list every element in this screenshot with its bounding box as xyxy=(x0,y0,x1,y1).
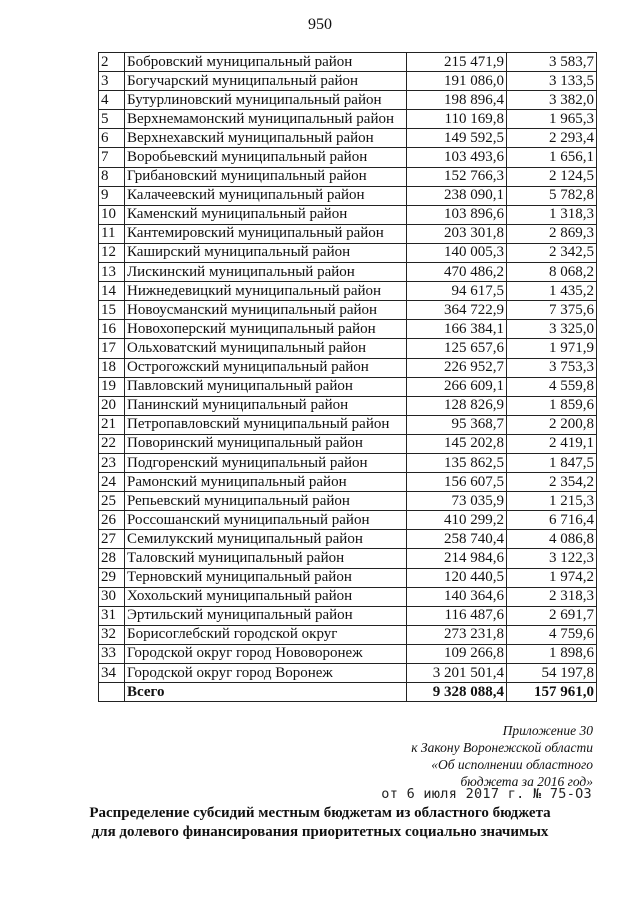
table-row xyxy=(99,282,597,301)
amount-total: 156 607,5 xyxy=(407,473,507,492)
row-number: 8 xyxy=(99,167,125,186)
municipality-name: Павловский муниципальный район xyxy=(125,377,407,396)
row-number: 27 xyxy=(99,530,125,549)
row-number: 33 xyxy=(99,644,125,663)
amount-total: 95 368,7 xyxy=(407,415,507,434)
appendix-line-1: Приложение 30 xyxy=(502,723,593,738)
row-number: 22 xyxy=(99,434,125,453)
table-row xyxy=(99,396,597,415)
row-number: 14 xyxy=(99,282,125,301)
amount-subsidy: 2 124,5 xyxy=(507,167,597,186)
municipality-name: Россошанский муниципальный район xyxy=(125,511,407,530)
law-date-stamp: от 6 июля 2017 г. № 75-ОЗ xyxy=(381,786,592,802)
municipality-name: Ольховатский муниципальный район xyxy=(125,339,407,358)
municipality-name: Всего xyxy=(125,683,407,702)
table-row xyxy=(99,587,597,606)
table-row xyxy=(99,473,597,492)
amount-total: 120 440,5 xyxy=(407,568,507,587)
municipality-name: Воробьевский муниципальный район xyxy=(125,148,407,167)
amount-subsidy: 2 200,8 xyxy=(507,415,597,434)
row-number: 7 xyxy=(99,148,125,167)
amount-subsidy: 1 974,2 xyxy=(507,568,597,587)
amount-subsidy: 3 122,3 xyxy=(507,549,597,568)
municipality-name: Таловский муниципальный район xyxy=(125,549,407,568)
amount-subsidy: 1 859,6 xyxy=(507,396,597,415)
table-body xyxy=(99,53,597,702)
subsidy-table xyxy=(98,52,597,702)
municipality-name: Каширский муниципальный район xyxy=(125,243,407,262)
amount-total: 103 896,6 xyxy=(407,205,507,224)
municipality-name: Городской округ город Нововоронеж xyxy=(125,644,407,663)
table-row xyxy=(99,72,597,91)
amount-subsidy: 2 354,2 xyxy=(507,473,597,492)
table-row xyxy=(99,568,597,587)
amount-subsidy: 3 583,7 xyxy=(507,53,597,72)
amount-subsidy: 4 559,8 xyxy=(507,377,597,396)
row-number: 29 xyxy=(99,568,125,587)
amount-subsidy: 1 435,2 xyxy=(507,282,597,301)
table-row xyxy=(99,530,597,549)
amount-subsidy: 4 759,6 xyxy=(507,625,597,644)
table-row xyxy=(99,415,597,434)
amount-total: 135 862,5 xyxy=(407,453,507,472)
amount-total: 140 364,6 xyxy=(407,587,507,606)
row-number xyxy=(99,683,125,702)
amount-subsidy: 1 215,3 xyxy=(507,492,597,511)
table-row xyxy=(99,110,597,129)
amount-total: 73 035,9 xyxy=(407,492,507,511)
table-row xyxy=(99,644,597,663)
municipality-name: Петропавловский муниципальный район xyxy=(125,415,407,434)
section-title-line-1: Распределение субсидий местным бюджетам из областного бюджета xyxy=(89,805,551,821)
amount-total: 215 471,9 xyxy=(407,53,507,72)
amount-total: 203 301,8 xyxy=(407,224,507,243)
municipality-name: Бобровский муниципальный район xyxy=(125,53,407,72)
municipality-name: Острогожский муниципальный район xyxy=(125,358,407,377)
row-number: 4 xyxy=(99,91,125,110)
appendix-line-4: бюджета за 2016 год» xyxy=(460,774,593,789)
municipality-name: Хохольский муниципальный район xyxy=(125,587,407,606)
row-number: 19 xyxy=(99,377,125,396)
table-row xyxy=(99,453,597,472)
municipality-name: Подгоренский муниципальный район xyxy=(125,453,407,472)
amount-subsidy: 7 375,6 xyxy=(507,301,597,320)
table-row xyxy=(99,339,597,358)
amount-subsidy: 8 068,2 xyxy=(507,263,597,282)
amount-total: 226 952,7 xyxy=(407,358,507,377)
amount-subsidy: 1 971,9 xyxy=(507,339,597,358)
amount-subsidy: 5 782,8 xyxy=(507,186,597,205)
amount-total: 110 169,8 xyxy=(407,110,507,129)
table-row xyxy=(99,606,597,625)
table-row xyxy=(99,53,597,72)
municipality-name: Нижнедевицкий муниципальный район xyxy=(125,282,407,301)
row-number: 17 xyxy=(99,339,125,358)
row-number: 18 xyxy=(99,358,125,377)
table-row xyxy=(99,243,597,262)
amount-total: 94 617,5 xyxy=(407,282,507,301)
row-number: 20 xyxy=(99,396,125,415)
table-row xyxy=(99,377,597,396)
amount-total: 3 201 501,4 xyxy=(407,664,507,683)
row-number: 11 xyxy=(99,224,125,243)
amount-total: 140 005,3 xyxy=(407,243,507,262)
amount-total: 149 592,5 xyxy=(407,129,507,148)
municipality-name: Поворинский муниципальный район xyxy=(125,434,407,453)
amount-subsidy: 1 656,1 xyxy=(507,148,597,167)
appendix-line-3: «Об исполнении областного xyxy=(431,757,593,772)
table-row xyxy=(99,549,597,568)
table-row xyxy=(99,664,597,683)
municipality-name: Новохоперский муниципальный район xyxy=(125,320,407,339)
amount-total: 128 826,9 xyxy=(407,396,507,415)
amount-total: 109 266,8 xyxy=(407,644,507,663)
municipality-name: Каменский муниципальный район xyxy=(125,205,407,224)
amount-total: 214 984,6 xyxy=(407,549,507,568)
row-number: 34 xyxy=(99,664,125,683)
amount-total: 273 231,8 xyxy=(407,625,507,644)
row-number: 3 xyxy=(99,72,125,91)
row-number: 2 xyxy=(99,53,125,72)
municipality-name: Борисоглебский городской округ xyxy=(125,625,407,644)
municipality-name: Рамонский муниципальный район xyxy=(125,473,407,492)
row-number: 6 xyxy=(99,129,125,148)
municipality-name: Калачеевский муниципальный район xyxy=(125,186,407,205)
amount-total: 152 766,3 xyxy=(407,167,507,186)
municipality-name: Лискинский муниципальный район xyxy=(125,263,407,282)
table-row xyxy=(99,148,597,167)
row-number: 32 xyxy=(99,625,125,644)
row-number: 21 xyxy=(99,415,125,434)
municipality-name: Терновский муниципальный район xyxy=(125,568,407,587)
appendix-line-2: к Закону Воронежской области xyxy=(411,740,593,755)
amount-subsidy: 2 691,7 xyxy=(507,606,597,625)
amount-subsidy: 6 716,4 xyxy=(507,511,597,530)
row-number: 16 xyxy=(99,320,125,339)
row-number: 26 xyxy=(99,511,125,530)
total-row xyxy=(99,683,597,702)
amount-total: 145 202,8 xyxy=(407,434,507,453)
row-number: 12 xyxy=(99,243,125,262)
table-row xyxy=(99,301,597,320)
amount-subsidy: 4 086,8 xyxy=(507,530,597,549)
row-number: 10 xyxy=(99,205,125,224)
municipality-name: Верхнемамонский муниципальный район xyxy=(125,110,407,129)
row-number: 25 xyxy=(99,492,125,511)
amount-subsidy: 3 753,3 xyxy=(507,358,597,377)
municipality-name: Репьевский муниципальный район xyxy=(125,492,407,511)
amount-total: 258 740,4 xyxy=(407,530,507,549)
table-row xyxy=(99,434,597,453)
row-number: 24 xyxy=(99,473,125,492)
amount-subsidy: 2 293,4 xyxy=(507,129,597,148)
amount-total: 125 657,6 xyxy=(407,339,507,358)
amount-subsidy: 1 318,3 xyxy=(507,205,597,224)
table-row xyxy=(99,263,597,282)
row-number: 13 xyxy=(99,263,125,282)
amount-total: 9 328 088,4 xyxy=(407,683,507,702)
amount-subsidy: 2 869,3 xyxy=(507,224,597,243)
municipality-name: Бутурлиновский муниципальный район xyxy=(125,91,407,110)
table-row xyxy=(99,205,597,224)
municipality-name: Эртильский муниципальный район xyxy=(125,606,407,625)
municipality-name: Кантемировский муниципальный район xyxy=(125,224,407,243)
table-row xyxy=(99,320,597,339)
table-row xyxy=(99,129,597,148)
row-number: 9 xyxy=(99,186,125,205)
amount-total: 103 493,6 xyxy=(407,148,507,167)
municipality-name: Городской округ город Воронеж xyxy=(125,664,407,683)
amount-subsidy: 2 419,1 xyxy=(507,434,597,453)
row-number: 23 xyxy=(99,453,125,472)
row-number: 28 xyxy=(99,549,125,568)
municipality-name: Новоусманский муниципальный район xyxy=(125,301,407,320)
amount-total: 238 090,1 xyxy=(407,186,507,205)
table-row xyxy=(99,91,597,110)
amount-subsidy: 1 965,3 xyxy=(507,110,597,129)
municipality-name: Панинский муниципальный район xyxy=(125,396,407,415)
amount-total: 470 486,2 xyxy=(407,263,507,282)
table-row xyxy=(99,224,597,243)
amount-subsidy: 3 382,0 xyxy=(507,91,597,110)
amount-total: 410 299,2 xyxy=(407,511,507,530)
amount-subsidy: 54 197,8 xyxy=(507,664,597,683)
table-row xyxy=(99,167,597,186)
amount-total: 191 086,0 xyxy=(407,72,507,91)
table-row xyxy=(99,358,597,377)
table-row xyxy=(99,186,597,205)
section-title-line-2: для долевого финансирования приоритетных социально значимых xyxy=(91,824,549,840)
amount-subsidy: 1 847,5 xyxy=(507,453,597,472)
municipality-name: Семилукский муниципальный район xyxy=(125,530,407,549)
section-title xyxy=(0,804,640,842)
row-number: 30 xyxy=(99,587,125,606)
amount-subsidy: 3 325,0 xyxy=(507,320,597,339)
amount-total: 116 487,6 xyxy=(407,606,507,625)
amount-total: 166 384,1 xyxy=(407,320,507,339)
table-row xyxy=(99,625,597,644)
amount-total: 364 722,9 xyxy=(407,301,507,320)
amount-subsidy: 157 961,0 xyxy=(507,683,597,702)
municipality-name: Верхнехавский муниципальный район xyxy=(125,129,407,148)
amount-total: 266 609,1 xyxy=(407,377,507,396)
amount-subsidy: 2 318,3 xyxy=(507,587,597,606)
amount-subsidy: 3 133,5 xyxy=(507,72,597,91)
page-number: 950 xyxy=(308,16,332,33)
amount-subsidy: 1 898,6 xyxy=(507,644,597,663)
row-number: 31 xyxy=(99,606,125,625)
table-row xyxy=(99,511,597,530)
municipality-name: Богучарский муниципальный район xyxy=(125,72,407,91)
amount-total: 198 896,4 xyxy=(407,91,507,110)
municipality-name: Грибановский муниципальный район xyxy=(125,167,407,186)
row-number: 5 xyxy=(99,110,125,129)
row-number: 15 xyxy=(99,301,125,320)
amount-subsidy: 2 342,5 xyxy=(507,243,597,262)
appendix-block xyxy=(411,722,593,790)
table-row xyxy=(99,492,597,511)
